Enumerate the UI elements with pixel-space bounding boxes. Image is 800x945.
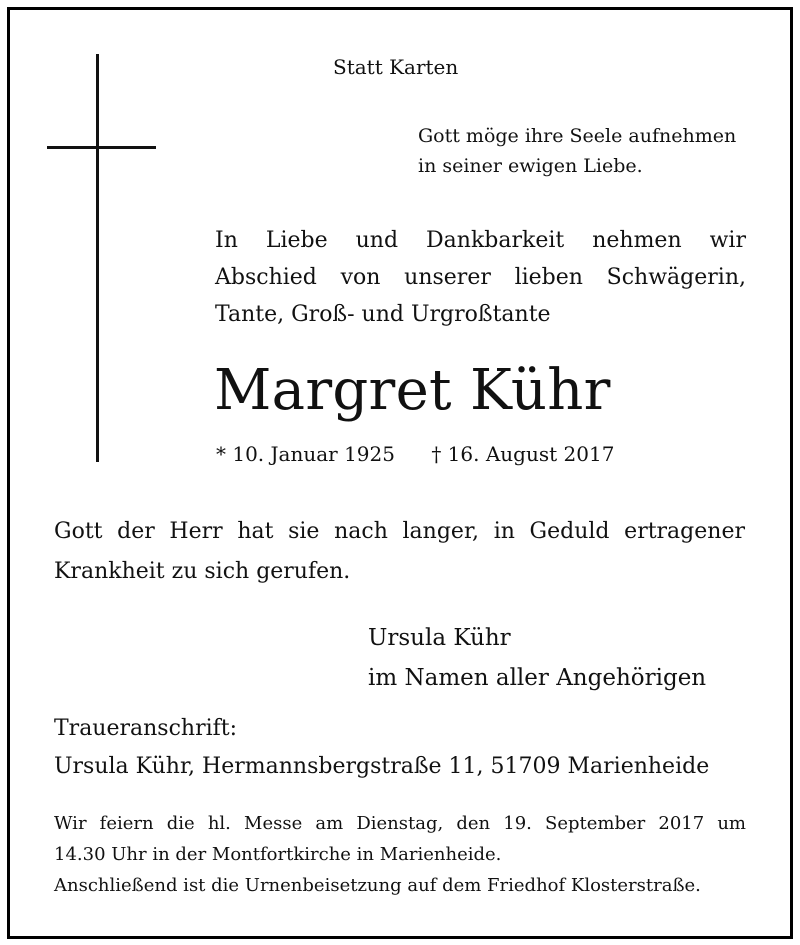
- birth-date: * 10. Januar 1925: [216, 442, 395, 466]
- life-dates: [216, 442, 614, 466]
- signer-note: im Namen aller Angehörigen: [368, 665, 707, 691]
- cross-vertical-bar: [96, 54, 99, 462]
- passage-text: [54, 512, 745, 592]
- mass-info: [54, 808, 746, 901]
- intro-line: Tante, Groß- und Urgroßtante: [215, 302, 551, 327]
- mass-line: 14.30 Uhr in der Montfortkirche in Marienheide.: [54, 844, 502, 865]
- verse: [418, 121, 736, 181]
- mourning-address: [54, 710, 709, 786]
- death-date: † 16. August 2017: [431, 442, 615, 466]
- statt-karten-heading: Statt Karten: [333, 55, 459, 79]
- intro-text: [215, 222, 746, 333]
- deceased-name: Margret Kühr: [214, 358, 611, 423]
- passage-line: Gott der Herr hat sie nach langer, in Geduld ertragener: [54, 519, 745, 544]
- cross-horizontal-bar: [47, 146, 156, 149]
- passage-line: Krankheit zu sich gerufen.: [54, 559, 351, 584]
- verse-line: in seiner ewigen Liebe.: [418, 155, 643, 177]
- verse-line: Gott möge ihre Seele aufnehmen: [418, 125, 737, 147]
- intro-line: In Liebe und Dankbarkeit nehmen wir: [215, 228, 746, 253]
- signer-block: [368, 618, 706, 698]
- address-label: Traueranschrift:: [54, 716, 238, 741]
- mass-line: Wir feiern die hl. Messe am Dienstag, den 19. September 2017 um: [54, 813, 746, 834]
- intro-line: Abschied von unserer lieben Schwägerin,: [215, 265, 746, 290]
- signer-name: Ursula Kühr: [368, 625, 511, 651]
- address-value: Ursula Kühr, Hermannsbergstraße 11, 51709 Marienheide: [54, 754, 710, 779]
- mass-line: Anschließend ist die Urnenbeisetzung auf dem Friedhof Klosterstraße.: [54, 875, 701, 896]
